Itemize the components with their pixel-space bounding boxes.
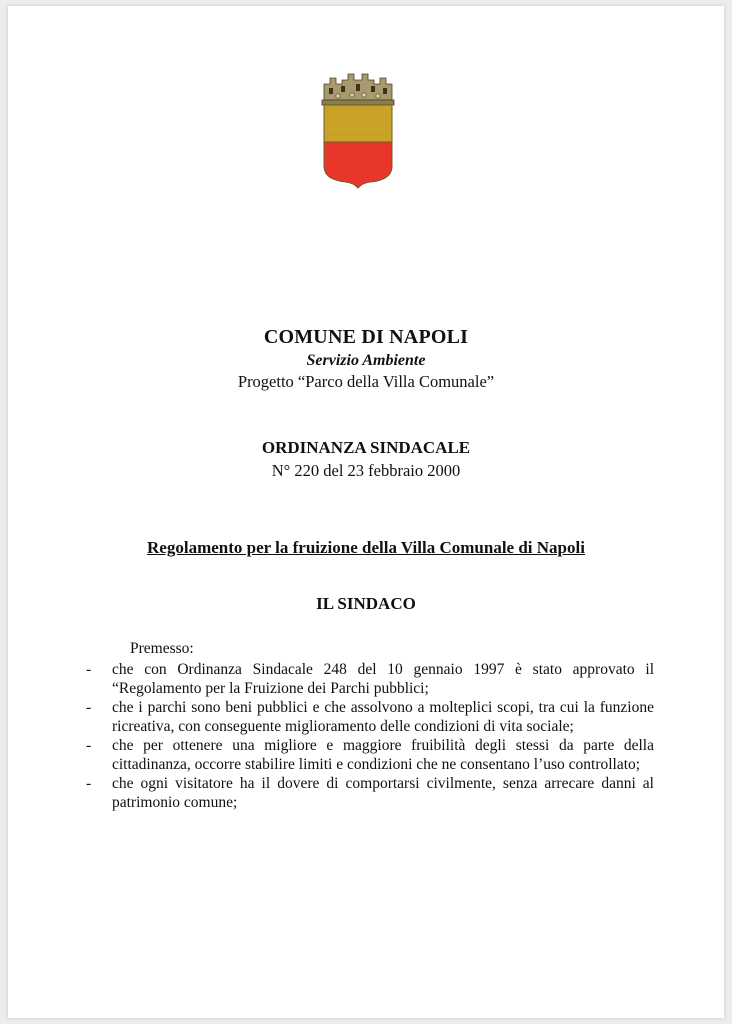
list-item-text: che per ottenere una migliore e maggiore fruibilità degli stessi da parte della cittadinanza, occorre stabilire limiti e condizioni che ne consentano l’uso controllato; [112,737,654,773]
sindaco-heading: IL SINDACO [316,594,416,613]
napoli-coat-of-arms-icon [318,70,398,190]
list-item [80,736,654,774]
list-item-text: che i parchi sono beni pubblici e che assolvono a molteplici scopi, tra cui la funzione ricreativa, con conseguente miglioramento delle condizioni di vita sociale; [112,699,654,735]
bullet-dash: - [86,737,92,754]
bullet-dash: - [86,661,92,678]
regolamento-title: Regolamento per la fruizione della Villa Comunale di Napoli [147,538,585,557]
premesso-label: Premesso: [130,640,194,657]
list-item [80,660,654,698]
ordinanza-title: ORDINANZA SINDACALE [261,438,471,457]
ordinanza-number: N° 220 del 23 febbraio 2000 [271,461,461,480]
list-item [80,698,654,736]
list-item [80,774,654,812]
document-page[interactable] [8,6,724,1018]
bullet-dash: - [86,699,92,716]
list-item-text: che ogni visitatore ha il dovere di comportarsi civilmente, senza arrecare danni al patrimonio comune; [112,775,654,811]
comune-title: COMUNE DI NAPOLI [263,326,469,348]
bullet-dash: - [86,775,92,792]
progetto-line: Progetto “Parco della Villa Comunale” [237,372,495,391]
premesse-list [80,660,654,812]
servizio-subtitle: Servizio Ambiente [306,352,426,369]
list-item-text: che con Ordinanza Sindacale 248 del 10 gennaio 1997 è stato approvato il “Regolamento per la Fruizione dei Parchi pubblici; [112,661,654,697]
